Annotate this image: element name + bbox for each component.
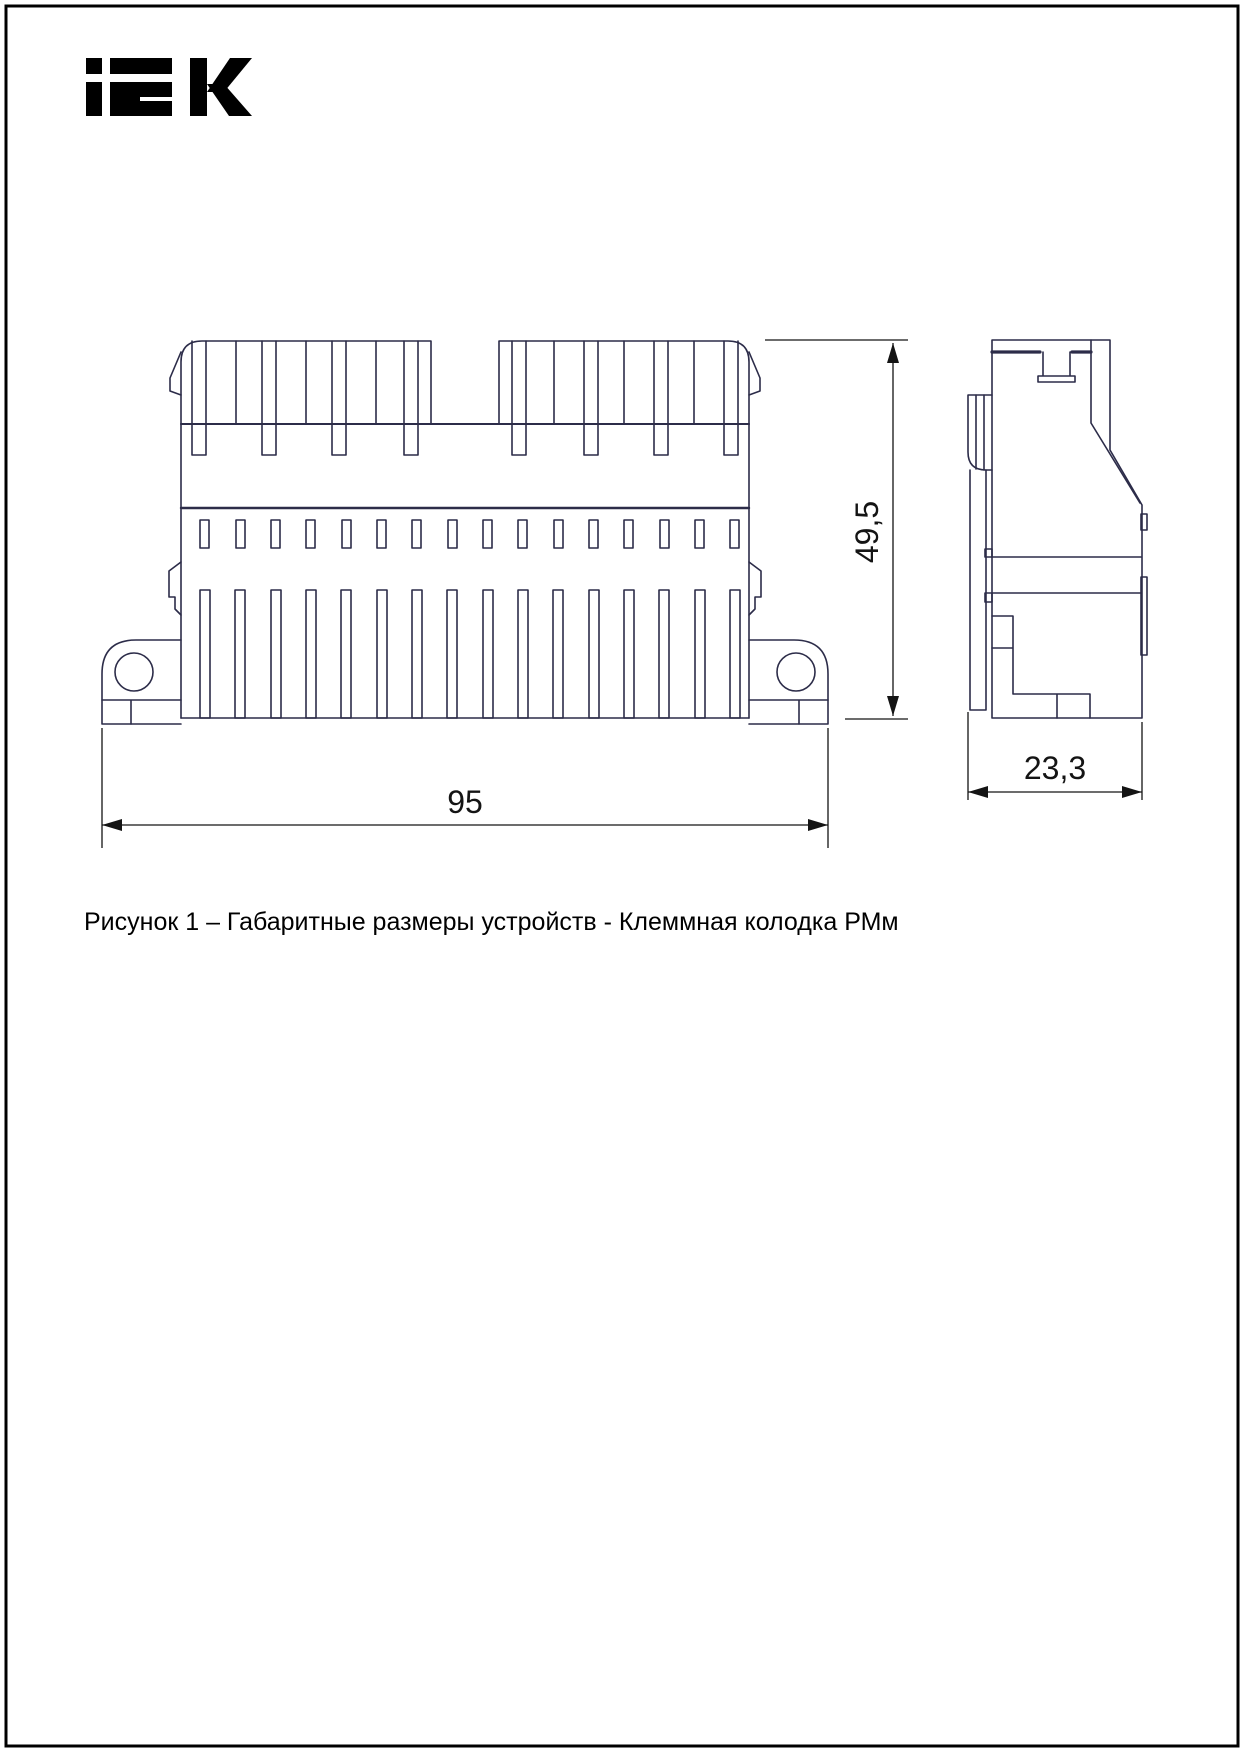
dimension-front-width: [102, 728, 828, 848]
logo-k-stem: [190, 58, 207, 116]
front-right-mounting-ear: [749, 640, 828, 724]
side-outline: [992, 340, 1142, 718]
front-bottom-fins: [200, 590, 740, 718]
front-right-side-latch: [749, 562, 761, 615]
front-left-block-dividers: [236, 341, 376, 424]
figure-caption: Рисунок 1 – Габаритные размеры устройств - Клеммная колодка РМм: [84, 908, 899, 936]
logo-i-stem: [86, 82, 102, 116]
dim-95-label: 95: [447, 784, 483, 820]
side-middle-band: [992, 557, 1141, 593]
front-left-mounting-hole: [115, 653, 153, 691]
dim-23-arrow-right: [1122, 786, 1142, 798]
side-inner-slope-line: [1091, 340, 1140, 503]
side-view-drawing: [968, 340, 1147, 718]
side-din-clip: [968, 395, 992, 710]
logo-e-top: [110, 58, 172, 74]
dim-49-arrow-top: [887, 343, 899, 363]
side-din-release-tab: [970, 470, 986, 710]
dim-23-label: 23,3: [1023, 750, 1087, 786]
side-top-notch: [1038, 352, 1075, 382]
dim-95-arrow-left: [102, 819, 122, 831]
front-left-mounting-ear: [102, 640, 181, 724]
iek-logo: [86, 58, 252, 116]
dim-49-extension-lines: [765, 340, 908, 719]
front-left-block-bars: [192, 341, 418, 455]
front-right-block-dividers: [554, 341, 694, 424]
front-body-edges: [181, 424, 749, 718]
logo-i-dot: [86, 58, 102, 74]
logo-k-lower-arm: [207, 84, 252, 116]
front-left-side-latch: [169, 562, 181, 615]
dim-95-arrow-right: [808, 819, 828, 831]
dimension-depth: [968, 712, 1142, 800]
front-left-latch-flap: [170, 352, 181, 395]
page-border: [6, 6, 1238, 1746]
dim-49-arrow-bottom: [887, 696, 899, 716]
front-terminal-slots: [200, 520, 739, 548]
front-right-mounting-hole: [777, 653, 815, 691]
dim-23-arrow-left: [968, 786, 988, 798]
front-right-latch-flap: [749, 352, 760, 395]
front-view-drawing: [102, 341, 828, 724]
dim-49-label: 49,5: [849, 500, 885, 564]
logo-e-body: [110, 82, 172, 116]
side-lower-steps: [992, 616, 1090, 718]
front-right-block-bars: [512, 341, 738, 455]
dimension-height: [765, 340, 908, 719]
